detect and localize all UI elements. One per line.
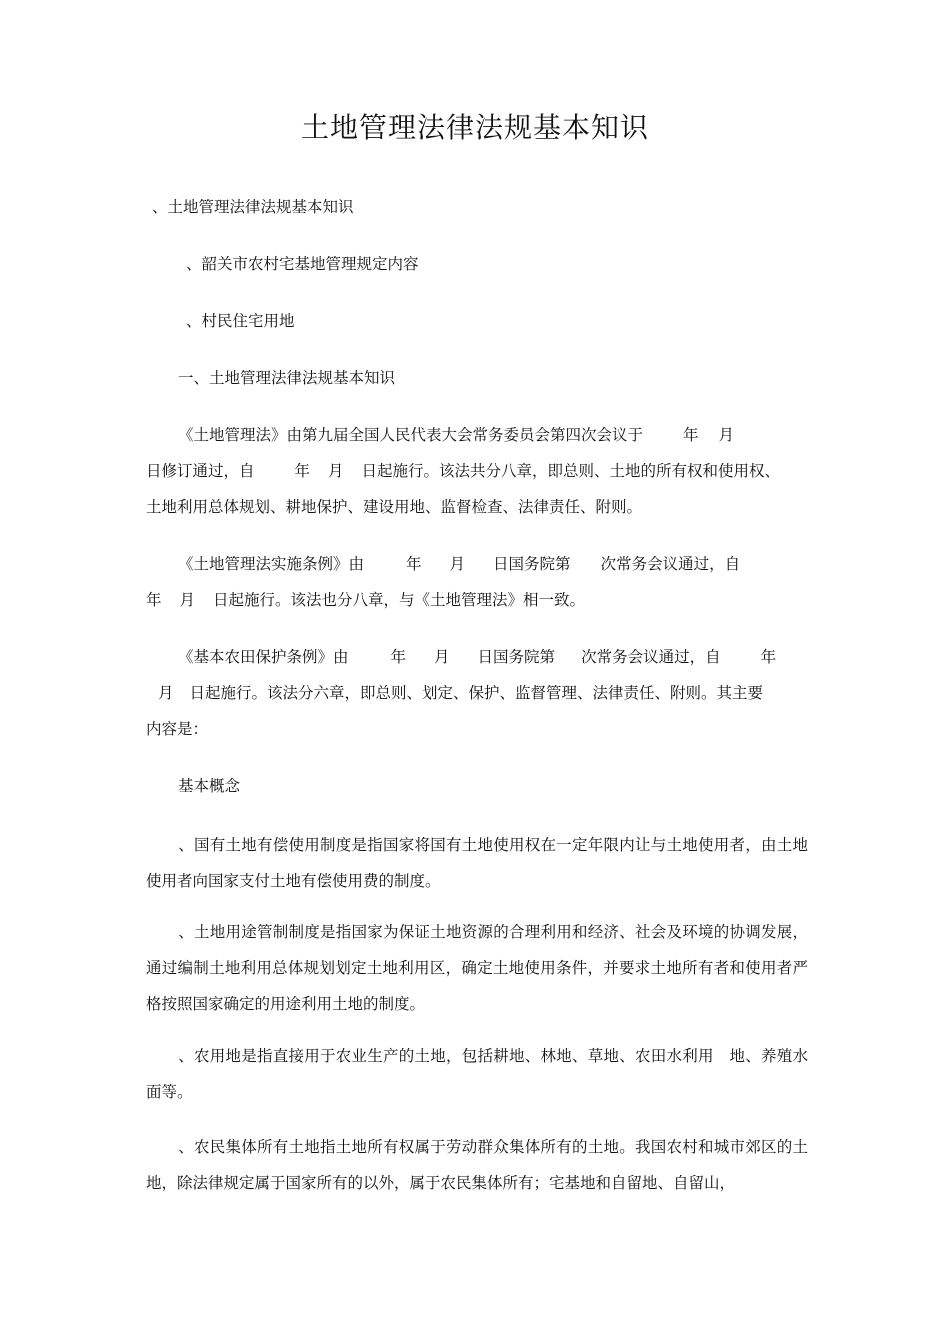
p2-text-d: 日国务院第 bbox=[493, 555, 571, 573]
p1-year-1: 年 bbox=[683, 426, 699, 444]
paragraph-6 bbox=[146, 1038, 808, 1110]
toc-item-1: 、土地管理法律法规基本知识 bbox=[152, 198, 354, 216]
toc-item-2: 、韶关市农村宅基地管理规定内容 bbox=[186, 255, 419, 273]
p2-month-1: 月 bbox=[449, 555, 466, 573]
toc-item-3: 、村民住宅用地 bbox=[186, 312, 295, 330]
p2-text-e: 次常务会议通过，自 bbox=[600, 555, 741, 573]
p1-text-a: 《土地管理法》由第九届全国人民代表大会常务委员会第四次会议于 bbox=[178, 426, 644, 444]
paragraph-7 bbox=[146, 1129, 808, 1201]
paragraph-5 bbox=[146, 914, 808, 1022]
p2-year-2: 年 bbox=[146, 591, 162, 609]
p1-line-2 bbox=[146, 460, 780, 482]
p2-text-h: 日起施行。该法也分八章，与《土地管理法》相一致。 bbox=[213, 591, 586, 609]
p3-text-a: 《基本农田保护条例》由 bbox=[178, 648, 349, 666]
p2-line-1 bbox=[178, 553, 740, 575]
paragraph-5-text: 、土地用途管制制度是指国家为保证土地资源的合理利用和经济、社会及环境的协调发展，通过编制土地利用总体规划划定土地利用区，确定土地使用条件，并要求土地所有者和使用者严格按照国家确定的用途利用土地的制度。 bbox=[146, 923, 808, 1013]
p1-month-2: 月 bbox=[328, 462, 344, 480]
paragraph-4 bbox=[146, 827, 808, 899]
p3-text-h: 日起施行。该法分六章，即总则、划定、保护、监督管理、法律责任、附则。其主要 bbox=[189, 684, 764, 702]
p3-month-1: 月 bbox=[434, 648, 450, 666]
p3-month-2: 月 bbox=[158, 684, 174, 702]
section-heading: 一、土地管理法律法规基本知识 bbox=[178, 369, 396, 387]
paragraph-4-text: 、国有土地有偿使用制度是指国家将国有土地使用权在一定年限内让与土地使用者，由土地使用者向国家支付土地有偿使用费的制度。 bbox=[146, 836, 808, 890]
p3-line-1 bbox=[178, 646, 776, 668]
document-title: 土地管理法律法规基本知识 bbox=[300, 111, 649, 144]
paragraph-6-text: 、农用地是指直接用于农业生产的土地，包括耕地、林地、草地、农田水利用 地、养殖水面等。 bbox=[146, 1047, 808, 1101]
p1-month-1: 月 bbox=[718, 426, 735, 444]
p3-line-2 bbox=[158, 682, 763, 704]
p3-line-3: 内容是： bbox=[146, 720, 209, 738]
paragraph-7-text: 、农民集体所有土地指土地所有权属于劳动群众集体所有的土地。我国农村和城市郊区的土地，除法律规定属于国家所有的以外，属于农民集体所有；宅基地和自留地、自留山， bbox=[146, 1138, 808, 1192]
p1-year-2: 年 bbox=[294, 462, 311, 480]
p3-text-e: 次常务会议通过，自 bbox=[581, 648, 721, 666]
p1-text-d: 日修订通过，自 bbox=[146, 462, 255, 480]
p2-year-1: 年 bbox=[406, 555, 422, 573]
p2-text-a: 《土地管理法实施条例》由 bbox=[178, 555, 365, 573]
p1-line-1 bbox=[178, 424, 734, 446]
subheading: 基本概念 bbox=[178, 777, 241, 795]
p3-year-1: 年 bbox=[390, 648, 407, 666]
p3-text-d: 日国务院第 bbox=[477, 648, 556, 666]
p1-line-3: 土地利用总体规划、耕地保护、建设用地、监督检查、法律责任、附则。 bbox=[146, 498, 643, 516]
p2-line-2 bbox=[146, 589, 585, 611]
p1-text-g: 日起施行。该法共分八章，即总则、土地的所有权和使用权、 bbox=[361, 462, 781, 480]
p3-year-2: 年 bbox=[760, 648, 777, 666]
p2-month-2: 月 bbox=[179, 591, 196, 609]
